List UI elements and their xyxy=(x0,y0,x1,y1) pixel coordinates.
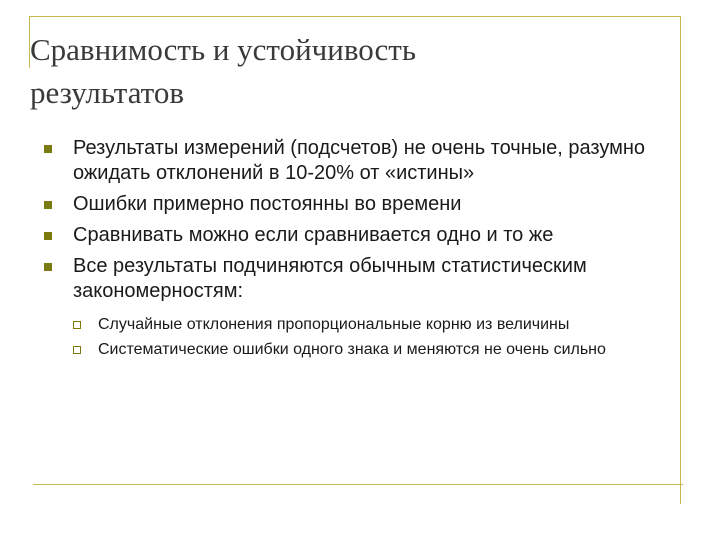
bullet-item xyxy=(44,223,674,248)
square-bullet-icon xyxy=(44,232,52,240)
square-bullet-icon xyxy=(44,263,52,271)
sub-bullet-item xyxy=(73,314,643,335)
hollow-square-bullet-icon xyxy=(73,321,81,329)
slide-title: Сравнимость и устойчивость результатов xyxy=(30,32,416,110)
bullet-text: Все результаты подчиняются обычным статистическим закономерностям: xyxy=(73,255,587,302)
bullet-text: Результаты измерений (подсчетов) не очень точные, разумно ожидать отклонений в 10-20% от «истины» xyxy=(73,137,646,184)
hollow-square-bullet-icon xyxy=(73,346,81,354)
sub-bullet-list xyxy=(73,314,643,360)
frame-line-bottom xyxy=(33,484,683,485)
bullet-list xyxy=(44,136,674,366)
bullet-item xyxy=(44,136,674,186)
sub-bullet-text: Случайные отклонения пропорциональные корню из величины xyxy=(98,316,570,333)
sub-bullet-text: Систематические ошибки одного знака и меняются не очень сильно xyxy=(98,341,606,358)
square-bullet-icon xyxy=(44,201,52,209)
sub-bullet-item xyxy=(73,339,643,360)
bullet-text: Сравнивать можно если сравнивается одно и то же xyxy=(73,224,554,246)
bullet-item xyxy=(44,254,674,360)
bullet-text: Ошибки примерно постоянны во времени xyxy=(73,193,462,215)
bullet-item xyxy=(44,192,674,217)
frame-line-right xyxy=(680,16,681,504)
frame-line-top xyxy=(30,16,680,17)
square-bullet-icon xyxy=(44,145,52,153)
